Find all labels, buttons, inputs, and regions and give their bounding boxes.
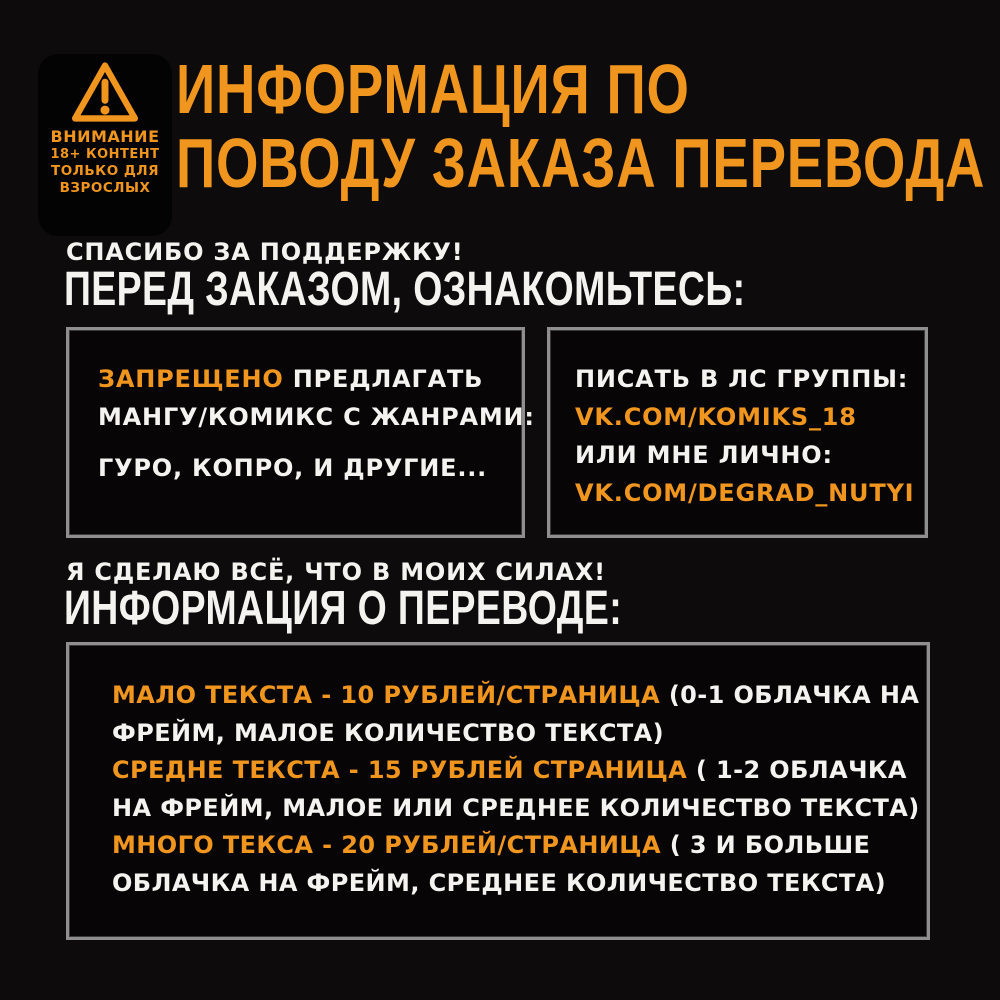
warning-badge <box>38 54 172 236</box>
pricing-box <box>66 642 930 940</box>
price-line-1 <box>112 677 927 715</box>
price-line-4 <box>112 790 927 828</box>
rules-line-1-rest: ПРЕДЛАГАТЬ <box>283 365 484 393</box>
translation-info-heading: ИНФОРМАЦИЯ О ПЕРЕВОДЕ: <box>64 582 623 635</box>
rules-line-3: ГУРО, КОПРО, И ДРУГИЕ... <box>98 454 488 482</box>
warning-line-1: ВНИМАНИЕ <box>50 127 160 146</box>
group-vk-link: VK.COM/KOMIKS_18 <box>575 403 857 431</box>
warning-triangle-icon <box>70 60 140 124</box>
personal-vk-link: VK.COM/DEGRAD_NUTYI <box>575 479 915 507</box>
warning-line-3: ТОЛЬКО ДЛЯ <box>50 163 160 180</box>
price-line-4-note: НА ФРЕЙМ, МАЛОЕ ИЛИ СРЕДНЕЕ КОЛИЧЕСТВО ТЕКСТА) <box>112 793 920 822</box>
contacts-line-1: ПИСАТЬ В ЛС ГРУППЫ: <box>575 365 909 393</box>
page-title-line-1: ИНФОРМАЦИЯ ПО <box>176 50 690 128</box>
warning-badge-text <box>50 127 159 197</box>
page-title-line-2: ПОВОДУ ЗАКАЗА ПЕРЕВОДА <box>176 124 986 202</box>
thanks-text: СПАСИБО ЗА ПОДДЕРЖКУ! <box>66 238 464 266</box>
price-line-5 <box>112 827 927 865</box>
warning-line-4: ВЗРОСЛЫХ <box>59 180 151 197</box>
price-line-2 <box>112 715 927 753</box>
price-line-6-note: ОБЛАЧКА НА ФРЕЙМ, СРЕДНЕЕ КОЛИЧЕСТВО ТЕКСТА) <box>112 868 886 897</box>
price-tier-mid: СРЕДНЕ ТЕКСТА - 15 РУБЛЕЙ СТРАНИЦА <box>112 756 696 784</box>
rules-line-1 <box>98 360 522 398</box>
price-line-3-note: ( 1-2 ОБЛАЧКА <box>695 756 907 784</box>
forbidden-genres-box <box>66 327 535 538</box>
price-line-5-note: ( 3 И БОЛЬШЕ <box>669 831 871 859</box>
price-line-2-note: ФРЕЙМ, МАЛОЕ КОЛИЧЕСТВО ТЕКСТА) <box>112 718 664 747</box>
before-order-heading: ПЕРЕД ЗАКАЗОМ, ОЗНАКОМЬТЕСЬ: <box>64 263 746 316</box>
contacts-line-3: ИЛИ МНЕ ЛИЧНО: <box>575 441 833 469</box>
promise-text: Я СДЕЛАЮ ВСЁ, ЧТО В МОИХ СИЛАХ! <box>66 558 606 586</box>
warning-line-2: 18+ КОНТЕНТ <box>50 147 160 162</box>
price-line-1-note: (0-1 ОБЛАЧКА НА <box>668 681 920 709</box>
price-tier-low: МАЛО ТЕКСТА - 10 РУБЛЕЙ/СТРАНИЦА <box>112 681 669 709</box>
rules-line-2: МАНГУ/КОМИКС С ЖАНРАМИ: <box>98 403 535 431</box>
forbidden-label: ЗАПРЕЩЕНО <box>98 365 284 393</box>
page-title <box>176 52 985 200</box>
price-line-3 <box>112 752 927 790</box>
price-tier-high: МНОГО ТЕКСА - 20 РУБЛЕЙ/СТРАНИЦА <box>112 831 670 859</box>
contacts-box <box>547 327 928 538</box>
price-line-6 <box>112 865 927 903</box>
